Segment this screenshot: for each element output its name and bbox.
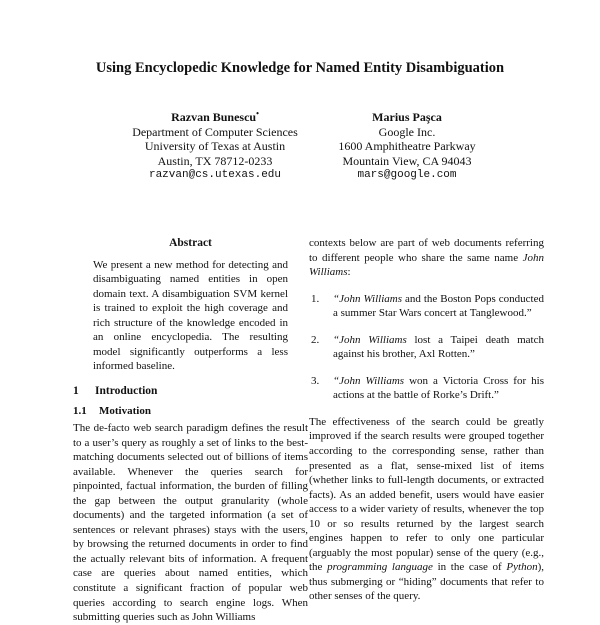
- author-name: Razvan Bunescu•: [171, 109, 259, 124]
- motivation-paragraph: The de-facto web search paradigm defines the result to a user’s query as roughly a set of links to the best-matching documents selected out of billions of items available. Whenever the queries search for pinpointed, factual information, the burden of filling the gap between the output granularity (whole documents) and the targeted information (a set of sentences or relevant phrases) stays with the users, by browsing the returned documents in order to find the actually relevant bits of information. A frequent case are queries about named entities, which constitute a significant fraction of popular web queries according to search engine logs. When submitting queries such as John Williams: [73, 422, 308, 624]
- author-address: Mountain View, CA 94043: [342, 153, 472, 168]
- example-item: [309, 374, 544, 403]
- example-number: 2.: [311, 333, 320, 346]
- author-block-2: [292, 110, 522, 183]
- author-department: Department of Computer Sciences: [132, 124, 298, 139]
- paper-title: Using Encyclopedic Knowledge for Named Entity Disambiguation: [95, 60, 505, 76]
- left-column: [73, 236, 308, 625]
- author-email: razvan@cs.utexas.edu: [148, 169, 282, 182]
- example-text: “John Williams and the Boston Pops conducted a summer Star Wars concert at Tanglewood.”: [333, 292, 544, 320]
- example-text: “John Williams won a Victoria Cross for his actions at the battle of Rorke’s Drift.”: [333, 374, 544, 402]
- example-number: 1.: [311, 292, 320, 305]
- example-number: 3.: [311, 374, 320, 387]
- abstract-text: We present a new method for detecting and disambiguating named entities in open domain text. A disambiguation SVM kernel is trained to exploit the high coverage and rich structure of the knowledge encoded in an online encyclopedia. The resulting model significantly outperforms a less informed baseline.: [93, 258, 288, 373]
- subsection-number: 1.1: [73, 405, 87, 418]
- example-text: “John Williams lost a Taipei death match against his brother, Axl Rotten.”: [333, 333, 544, 361]
- right-column: [309, 236, 544, 604]
- entity-name: John Williams: [309, 251, 545, 279]
- author-name: Marius Paşca: [372, 110, 442, 124]
- example-item: [309, 333, 544, 362]
- section-heading: [73, 384, 308, 399]
- subsection-title: Motivation: [99, 405, 151, 418]
- section-title: Introduction: [95, 384, 158, 397]
- author-address-street: 1600 Amphitheatre Parkway: [338, 139, 476, 154]
- context-intro-paragraph: contexts below are part of web documents referring to different people who share the same name John Williams:: [309, 237, 545, 279]
- effectiveness-paragraph: The effectiveness of the search could be greatly improved if the search results were grouped together according to the corresponding sense, rather than presented as a flat, sense-mixed list of items (whether links to full-length documents, or extracted facts). As an added benefit, users would have easier access to a wider variety of results, whenever the top 10 or so results returned by the largest search engines happen to refer to only one particular (arguably the most popular) sense of the query (e.g., the programming language in the case of Python), thus submerging or “hiding” documents that refer to other senses of the query.: [309, 415, 544, 603]
- author-footnote-mark: •: [256, 109, 259, 118]
- example-item: [309, 292, 544, 321]
- author-organization: Google Inc.: [378, 124, 436, 139]
- subsection-heading: [73, 404, 308, 419]
- section-number: 1: [73, 384, 79, 397]
- abstract-heading: Abstract: [169, 237, 212, 249]
- author-address: Austin, TX 78712-0233: [157, 153, 273, 168]
- author-organization: University of Texas at Austin: [144, 139, 286, 154]
- author-email: mars@google.com: [357, 169, 457, 182]
